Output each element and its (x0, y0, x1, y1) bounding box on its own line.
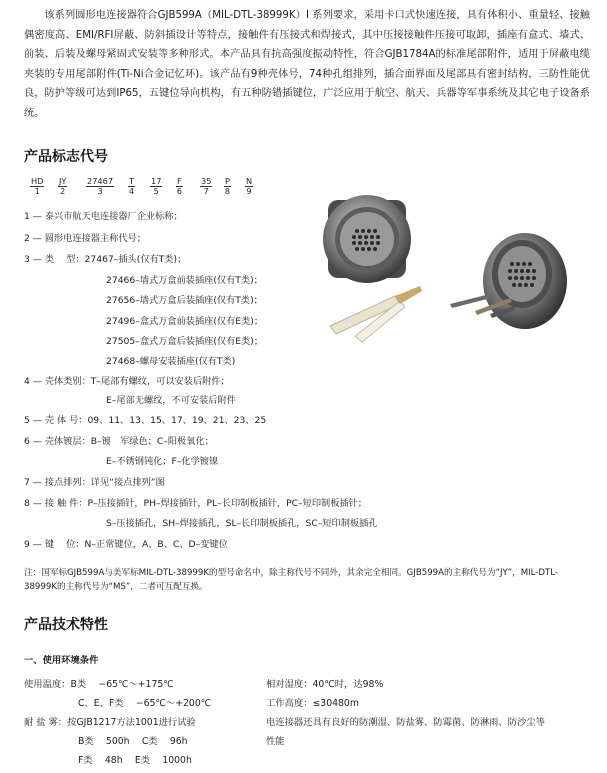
condition-line-right: 电连接器还具有良好的防潮湿、防盐雾、防霉菌、防淋雨、防沙尘等 (266, 717, 545, 728)
marking-item: 27496–盒式万盒前装插座(仅有E类)； (106, 316, 264, 327)
marking-item: 9 — 键 位：N–正常键位，A、B、C、D–变键位 (24, 539, 228, 550)
marking-item: 4 — 壳体类别：T–尾部有螺纹，可以安装后附件； (24, 376, 230, 387)
marking-item: E–不锈钢钝化；F–化学镀镍 (106, 456, 219, 467)
condition-line: C、E、F类 −65℃～+200℃ (78, 698, 212, 709)
marking-item: 27656–墙式万盒后装插座(仅有T类)； (106, 295, 263, 306)
condition-line: 耐 盐 雾：按GJB1217方法1001进行试验 (24, 717, 196, 728)
marking-item: 8 — 接 触 件：P–压接插针，PH–焊接插针，PL–长印制板插针，PC–短印制板插针； (24, 498, 367, 509)
code-item: P 8 (224, 176, 231, 196)
code-item: HD 1 (31, 176, 44, 196)
section-title-marking: 产品标志代号 (24, 149, 108, 165)
code-item: 35 7 (201, 176, 212, 196)
intro-paragraph (24, 6, 590, 124)
subsection-title: 一、使用环境条件 (24, 655, 99, 666)
condition-line-right: 性能 (266, 736, 285, 747)
marking-item: 6 — 壳体镀层：B–镀 军绿色；C–阳极氧化； (24, 436, 214, 447)
code-item: 17 5 (151, 176, 162, 196)
code-item: 27467 3 (87, 176, 114, 196)
code-item: N 9 (246, 176, 253, 196)
marking-item: 27466–墙式万盒前装插座(仅有T类)； (106, 275, 263, 286)
marking-item: E–尾部无螺纹，不可安装后附件 (106, 395, 236, 406)
marking-item: S–压接插孔，SH–焊接插孔，SL–长印制板插孔，SC–短印制板插孔 (106, 518, 378, 529)
marking-item: 5 — 壳 体 号：09、11、13、15、17、19、21、23、25 (24, 415, 267, 426)
marking-item: 27468–螺母安装插座(仅有T类) (106, 356, 236, 367)
marking-item: 27505–盒式万盒后装插座(仅有E类)； (106, 336, 264, 347)
section-title-tech: 产品技术特性 (24, 617, 108, 633)
condition-line: F类 48h E类 1000h (78, 755, 192, 766)
condition-line: 使用温度：B类 −65℃～+175℃ (24, 679, 174, 690)
condition-line: B类 500h C类 96h (78, 736, 188, 747)
condition-line-right: 相对湿度：40℃时，达98% (266, 679, 384, 690)
connector-photo (300, 186, 600, 386)
marking-item: 1 — 泰兴市航天电连接器厂企业标称； (24, 211, 183, 222)
marking-item: 3 — 类 型：27467–插头(仅有T类)； (24, 254, 187, 265)
code-item: F 6 (176, 176, 182, 196)
note-text: 注：国军标GJB599A与美军标MIL-DTL-38999K的型号命名中，除主称代号不同外，其余完全相同。GJB599A的主称代号为“JY”，MIL-DTL-38999K的主称代号为“MS”，二者可互配互换。 (24, 568, 558, 592)
code-item: JY 2 (59, 176, 67, 196)
marking-item: 2 — 圆形电连接器主称代号； (24, 233, 146, 244)
connector-left (323, 195, 411, 283)
condition-line-right: 工作高度：≤30480m (266, 698, 359, 709)
code-item: T 4 (128, 176, 135, 196)
intro-text: 该系列圆形电连接器符合GJB599A（MIL-DTL-38999K）I 系列要求，采用卡口式快速连接，具有体积小、重量轻、接触偶密度高、EMI/RFI屏蔽、防斜插设计等特点，接触件有压接式和焊接式，其中压接接触件压接可取卸，插座有盒式、墙式、前装、后装及螺母紧固式安装等多种形式。本产品具有抗高强度振动特性，符合GJB1784A的标准尾部附件，适用于屏蔽电缆夹装的专用尾部附件(Ti-Ni合金记忆环)。该产品有9种壳体号，74种孔组排列，插合面界面及尾部具有密封结构，三防性能优良，防护等级可达到IP65，五键位导向机构，有五种防错插键位，广泛应用于航空、航天、兵器等军事系统及其它电子设备系统。 (24, 10, 590, 119)
marking-item: 7 — 接点排列：详见“接点排列”图 (24, 477, 165, 488)
